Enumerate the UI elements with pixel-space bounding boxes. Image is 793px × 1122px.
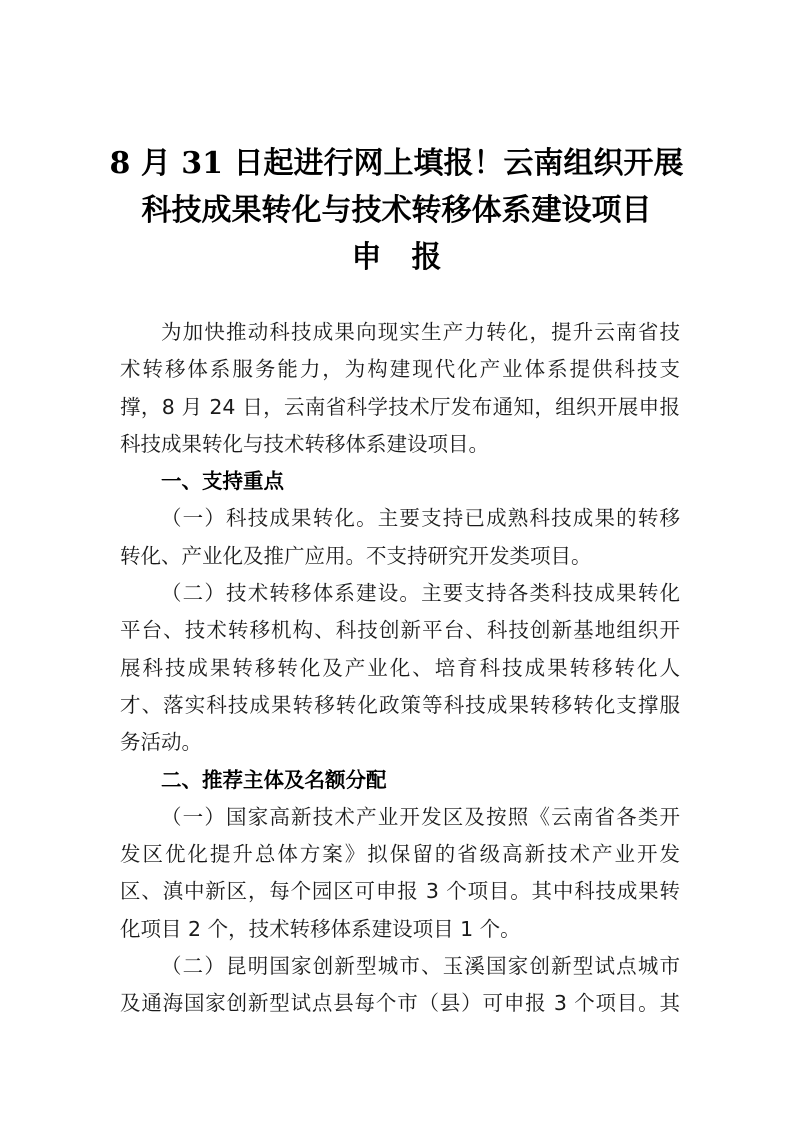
document-body — [120, 314, 680, 1023]
intro-line: 科技成果转化与技术转移体系建设项目。 — [120, 431, 489, 456]
paragraph-line: 发区优化提升总体方案》拟保留的省级高新技术产业开发 — [120, 842, 680, 867]
paragraph-line: 转化、产业化及推广应用。不支持研究开发类项目。 — [120, 543, 592, 568]
paragraph-line: 区、滇中新区，每个园区可申报 3 个项目。其中科技成果转 — [120, 879, 680, 904]
title-line-1: 8 月 31 日起进行网上填报！云南组织开展 — [109, 146, 684, 181]
title-line-2: 科技成果转化与技术转移体系建设项目 — [141, 193, 652, 228]
paragraph-line: 及通海国家创新型试点县每个市（县）可申报 3 个项目。其 — [120, 991, 680, 1016]
paragraph-line: （一）科技成果转化。主要支持已成熟科技成果的转移 — [161, 506, 680, 531]
paragraph-line: 化项目 2 个，技术转移体系建设项目 1 个。 — [120, 916, 521, 941]
paragraph-line: （二）昆明国家创新型城市、玉溪国家创新型试点城市 — [161, 954, 680, 979]
document-title — [0, 140, 793, 281]
intro-line: 为加快推动科技成果向现实生产力转化，提升云南省技 — [161, 320, 680, 344]
paragraph-line: （一）国家高新技术产业开发区及按照《云南省各类开 — [161, 804, 680, 829]
paragraph-line: 展科技成果转移转化及产业化、培育科技成果转移转化人 — [120, 655, 680, 680]
intro-line: 撑，8 月 24 日，云南省科学技术厅发布通知，组织开展申报 — [120, 394, 680, 419]
section-heading-2: 二、推荐主体及名额分配 — [161, 767, 387, 792]
paragraph-line: 才、落实科技成果转移转化政策等科技成果转移转化支撑服 — [120, 692, 680, 717]
section-heading-1: 一、支持重点 — [161, 469, 284, 494]
paragraph-line: 平台、技术转移机构、科技创新平台、科技创新基地组织开 — [120, 618, 680, 643]
intro-line: 术转移体系服务能力，为构建现代化产业体系提供科技支 — [120, 357, 680, 382]
paragraph-line: （二）技术转移体系建设。主要支持各类科技成果转化 — [161, 581, 680, 606]
title-line-3: 申 报 — [351, 240, 442, 275]
paragraph-line: 务活动。 — [120, 730, 202, 755]
